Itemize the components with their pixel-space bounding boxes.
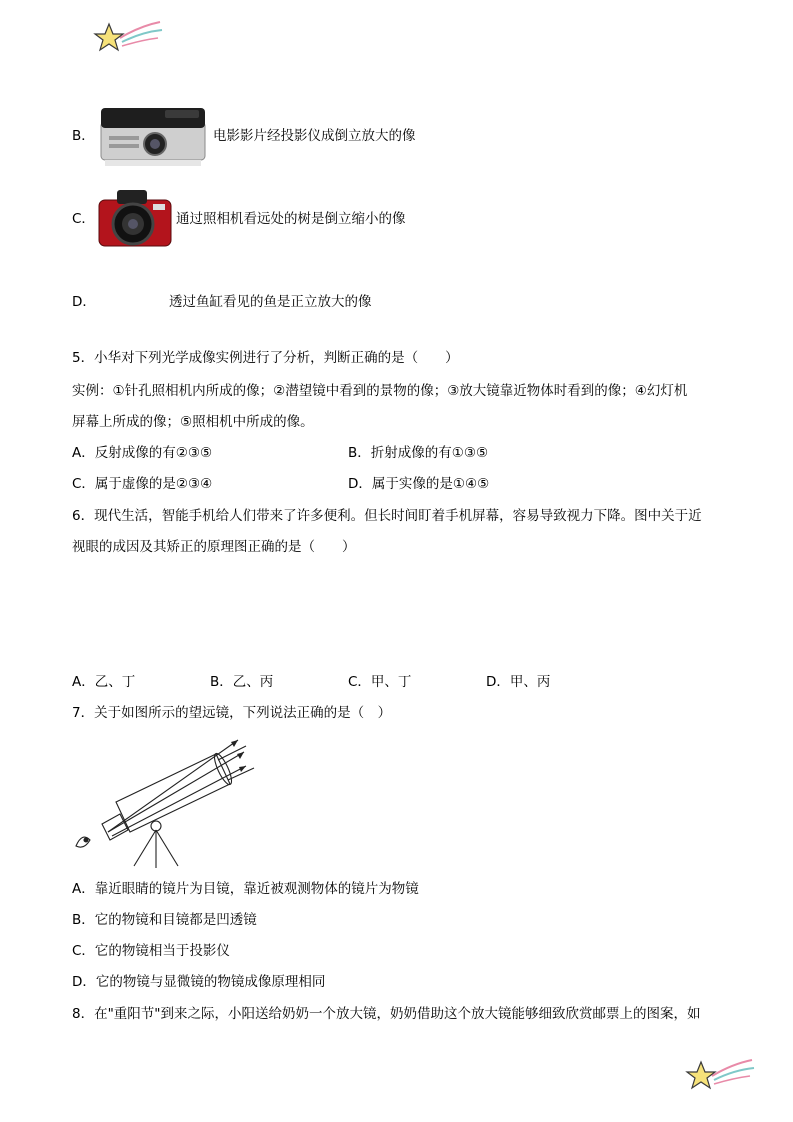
q5-stem: 5．小华对下列光学成像实例进行了分析，判断正确的是（ ） <box>72 350 459 366</box>
q7-option-b: B．它的物镜和目镜都是凹透镜 <box>72 912 257 928</box>
q6-stem-line1: 6．现代生活，智能手机给人们带来了许多便利。但长时间盯着手机屏幕，容易导致视力下降。图中关于近 <box>72 508 702 524</box>
q5-option-a: A．反射成像的有②③⑤ <box>72 445 213 461</box>
option-c-text: 通过照相机看远处的树是倒立缩小的像 <box>176 211 406 227</box>
star-decoration-icon <box>684 1056 756 1096</box>
q7-option-c: C．它的物镜相当于投影仪 <box>72 943 230 959</box>
q5-option-c: C．属于虚像的是②③④ <box>72 476 213 492</box>
option-c-letter: C． <box>72 211 95 227</box>
q6-option-b: B．乙、丙 <box>210 674 274 690</box>
camera-image <box>95 184 175 254</box>
q5-option-b: B．折射成像的有①③⑤ <box>348 445 489 461</box>
q6-option-c: C．甲、丁 <box>348 674 412 690</box>
q8-stem: 8．在"重阳节"到来之际，小阳送给奶奶一个放大镜，奶奶借助这个放大镜能够细致欣赏邮票上的图案，如 <box>72 1006 701 1022</box>
option-b-letter: B． <box>72 128 95 144</box>
q7-option-d: D．它的物镜与显微镜的物镜成像原理相同 <box>72 974 326 990</box>
q5-examples-line2: 屏幕上所成的像；⑤照相机中所成的像。 <box>72 414 314 430</box>
star-decoration-icon <box>92 18 164 58</box>
q5-examples-line1: 实例：①针孔照相机内所成的像；②潜望镜中看到的景物的像；③放大镜靠近物体时看到的像；④幻灯机 <box>72 383 688 399</box>
q5-option-d: D．属于实像的是①④⑤ <box>348 476 490 492</box>
option-d-letter: D． <box>72 294 96 310</box>
projector-image <box>95 100 211 172</box>
telescope-diagram <box>68 732 258 872</box>
q7-stem: 7．关于如图所示的望远镜，下列说法正确的是（ ） <box>72 705 392 721</box>
q6-option-d: D．甲、丙 <box>486 674 551 690</box>
option-b-text: 电影影片经投影仪成倒立放大的像 <box>213 128 416 144</box>
q7-option-a: A．靠近眼睛的镜片为目镜，靠近被观测物体的镜片为物镜 <box>72 881 419 897</box>
option-d-text: 透过鱼缸看见的鱼是正立放大的像 <box>169 294 372 310</box>
q6-stem-line2: 视眼的成因及其矫正的原理图正确的是（ ） <box>72 539 356 555</box>
q6-option-a: A．乙、丁 <box>72 674 136 690</box>
